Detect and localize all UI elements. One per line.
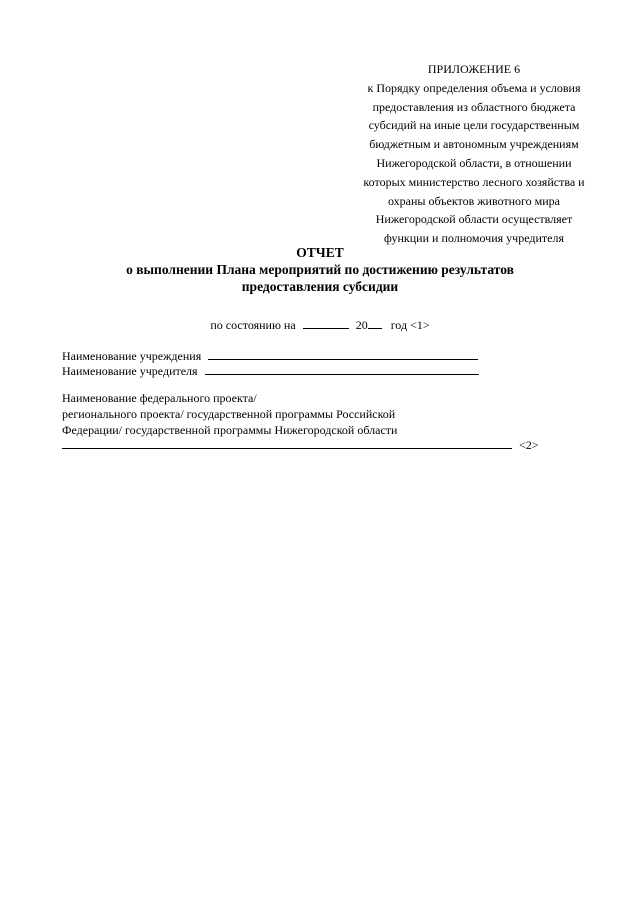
project-blank[interactable] bbox=[62, 436, 512, 449]
institution-label: Наименование учреждения bbox=[62, 349, 202, 363]
appendix-line: Нижегородской области осуществляет bbox=[375, 212, 573, 227]
report-title-subtitle: о выполнении Плана мероприятий по достижению результатов bbox=[126, 262, 514, 277]
appendix-line: Нижегородской области, в отношении bbox=[376, 155, 572, 170]
project-fill-row bbox=[62, 436, 539, 453]
year-prefix: 20 bbox=[355, 318, 368, 332]
as-of-date-line bbox=[0, 316, 640, 333]
project-name-block bbox=[62, 390, 397, 438]
appendix-line: субсидий на иные цели государственным bbox=[368, 118, 580, 133]
report-title bbox=[0, 244, 640, 295]
project-line: Наименование федерального проекта/ bbox=[62, 391, 257, 405]
report-title-main: ОТЧЕТ bbox=[296, 245, 344, 260]
as-of-prefix: по состоянию на bbox=[210, 318, 296, 332]
year-blank[interactable] bbox=[368, 316, 382, 329]
founder-label: Наименование учредителя bbox=[62, 364, 198, 378]
founder-field-row bbox=[62, 362, 479, 379]
appendix-line: охраны объектов животного мира bbox=[387, 193, 561, 208]
founder-blank[interactable] bbox=[205, 362, 479, 375]
appendix-line: функции и полномочия учредителя bbox=[384, 231, 564, 246]
appendix-line: бюджетным и автономным учреждениям bbox=[369, 137, 579, 152]
appendix-line: к Порядку определения объема и условия bbox=[367, 80, 581, 95]
appendix-heading: ПРИЛОЖЕНИЕ 6 bbox=[427, 62, 521, 76]
appendix-line: которых министерство лесного хозяйства и bbox=[363, 174, 585, 189]
date-blank[interactable] bbox=[303, 316, 349, 329]
appendix-line: предоставления из областного бюджета bbox=[372, 99, 576, 114]
institution-blank[interactable] bbox=[208, 347, 478, 360]
as-of-suffix: год <1> bbox=[390, 318, 430, 332]
appendix-header bbox=[340, 60, 608, 248]
project-line: Федерации/ государственной программы Нижегородской области bbox=[62, 423, 398, 437]
project-footnote: <2> bbox=[519, 438, 539, 452]
report-title-subtitle-cont: предоставления субсидии bbox=[241, 279, 399, 294]
project-line: регионального проекта/ государственной программы Российской bbox=[62, 407, 396, 421]
